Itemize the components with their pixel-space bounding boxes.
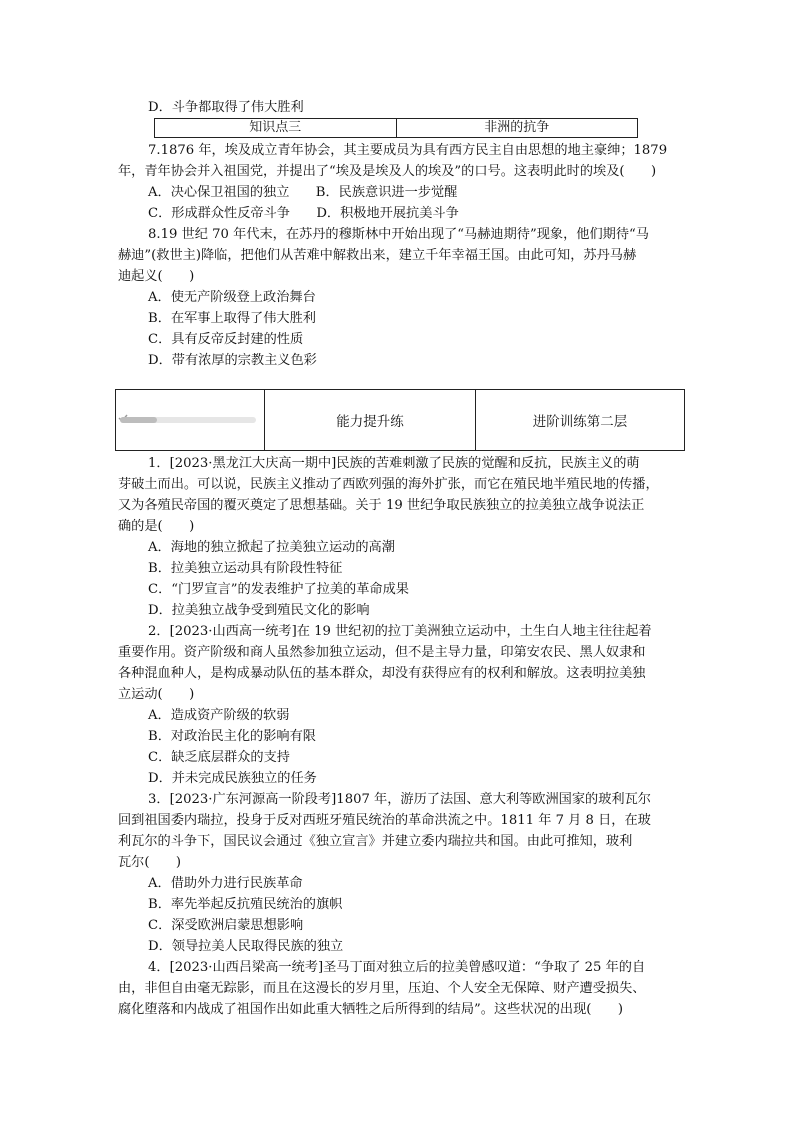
option-line: B．在军事上取得了伟大胜利 [148,311,316,326]
question-text: 芽破土而出。可以说，民族主义推动了西欧列强的海外扩张，而它在殖民地半殖民地的传播， [118,477,659,492]
option-line: B．拉美独立运动具有阶段性特征 [148,561,343,576]
question-text: 3．[2023·广东河源高一阶段考]1807 年，游历了法国、意大利等欧洲国家的玻利瓦尔 [148,792,651,807]
question-text: 8.19 世纪 70 年代末，在苏丹的穆斯林中开始出现了“马赫迪期待”现象，他们期待“马 [148,227,649,242]
option-line: A．造成资产阶级的软弱 [148,708,290,723]
banner-level: 进阶训练第二层 [475,390,684,450]
question-text: 利瓦尔的斗争下，国民议会通过《独立宣言》并建立委内瑞拉共和国。由此可推知，玻利 [118,834,633,849]
question-text: 7.1876 年，埃及成立青年协会，其主要成员为具有西方民主自由思想的地主豪绅；1879 [148,143,668,158]
question-text: 又为各殖民帝国的覆灭奠定了思想基础。关于 19 世纪争取民族独立的拉美独立战争说法正 [118,498,645,513]
option-line: C．具有反帝反封建的性质 [148,332,304,347]
option-line: A．使无产阶级登上政治舞台 [148,290,316,305]
option-line: D．领导拉美人民取得民族的独立 [148,939,344,954]
option-line: A．海地的独立掀起了拉美独立运动的高潮 [148,540,395,555]
progress-bar [120,417,256,423]
knowledge-point-table [154,118,638,138]
option-line: D．带有浓厚的宗教主义色彩 [148,353,317,368]
option-line: D．拉美独立战争受到殖民文化的影响 [148,603,370,618]
option-line: A．借助外力进行民族革命 [148,876,303,891]
progress-fill [120,417,157,423]
question-text: 2．[2023·山西高一统考]在 19 世纪初的拉丁美洲独立运动中，土生白人地主往往起着 [148,624,652,639]
option-line: C．形成群众性反帝斗争 D．积极地开展抗美斗争 [148,206,459,221]
banner-progress-cell [116,390,264,450]
option-line: C．深受欧洲启蒙思想影响 [148,918,304,933]
question-text: 赫迪”(救世主)降临，把他们从苦难中解救出来，建立千年幸福王国。由此可知，苏丹马赫 [118,248,637,263]
question-text: 由，非但自由毫无踪影，而且在这漫长的岁月里，压迫、个人安全无保障、财产遭受损失、 [118,981,646,996]
option-line: C．缺乏底层群众的支持 [148,750,290,765]
option-line: B．对政治民主化的影响有限 [148,729,316,744]
question-text: 迪起义( ) [118,269,195,284]
knowledge-point-label: 知识点三 [249,120,302,135]
option-line: D．并未完成民族独立的任务 [148,771,317,786]
question-text: 确的是( ) [118,519,195,534]
question-text: 立运动( ) [118,687,195,702]
question-text: 4．[2023·山西吕梁高一统考]圣马丁面对独立后的拉美曾感叹道：“争取了 25 年的自 [148,960,646,975]
knowledge-point-topic: 非洲的抗争 [396,119,638,137]
question-text: 瓦尔( ) [118,855,182,870]
question-text: 重要作用。资产阶级和商人虽然参加独立运动，但不是主导力量，印第安农民、黑人奴隶和 [118,645,646,660]
question-text: 1．[2023·黑龙江大庆高一期中]民族的苦难刺激了民族的觉醒和反抗，民族主义的萌 [148,456,640,471]
option-line: C．“门罗宣言”的发表维护了拉美的革命成果 [148,582,409,597]
option-line: A．决心保卫祖国的独立 B．民族意识进一步觉醒 [148,185,458,200]
banner-title: 能力提升练 [264,390,475,450]
option-line: B．率先举起反抗殖民统治的旗帜 [148,897,343,912]
question-text: 回到祖国委内瑞拉，投身于反对西班牙殖民统治的革命洪流之中。1811 年 7 月 8 日，在玻 [118,813,651,828]
option-line: D．斗争都取得了伟大胜利 [148,100,304,115]
question-text: 年，青年协会并入祖国党，并提出了“埃及是埃及人的埃及”的口号。这表明此时的埃及( ) [118,164,657,179]
question-text: 各种混血种人，是构成暴动队伍的基本群众，却没有获得应有的权利和解放。这表明拉美独 [118,666,646,681]
question-text: 腐化堕落和内战成了祖国作出如此重大牺牲之后所得到的结局”。这些状况的出现( ) [118,1002,623,1017]
section-banner [115,389,685,451]
